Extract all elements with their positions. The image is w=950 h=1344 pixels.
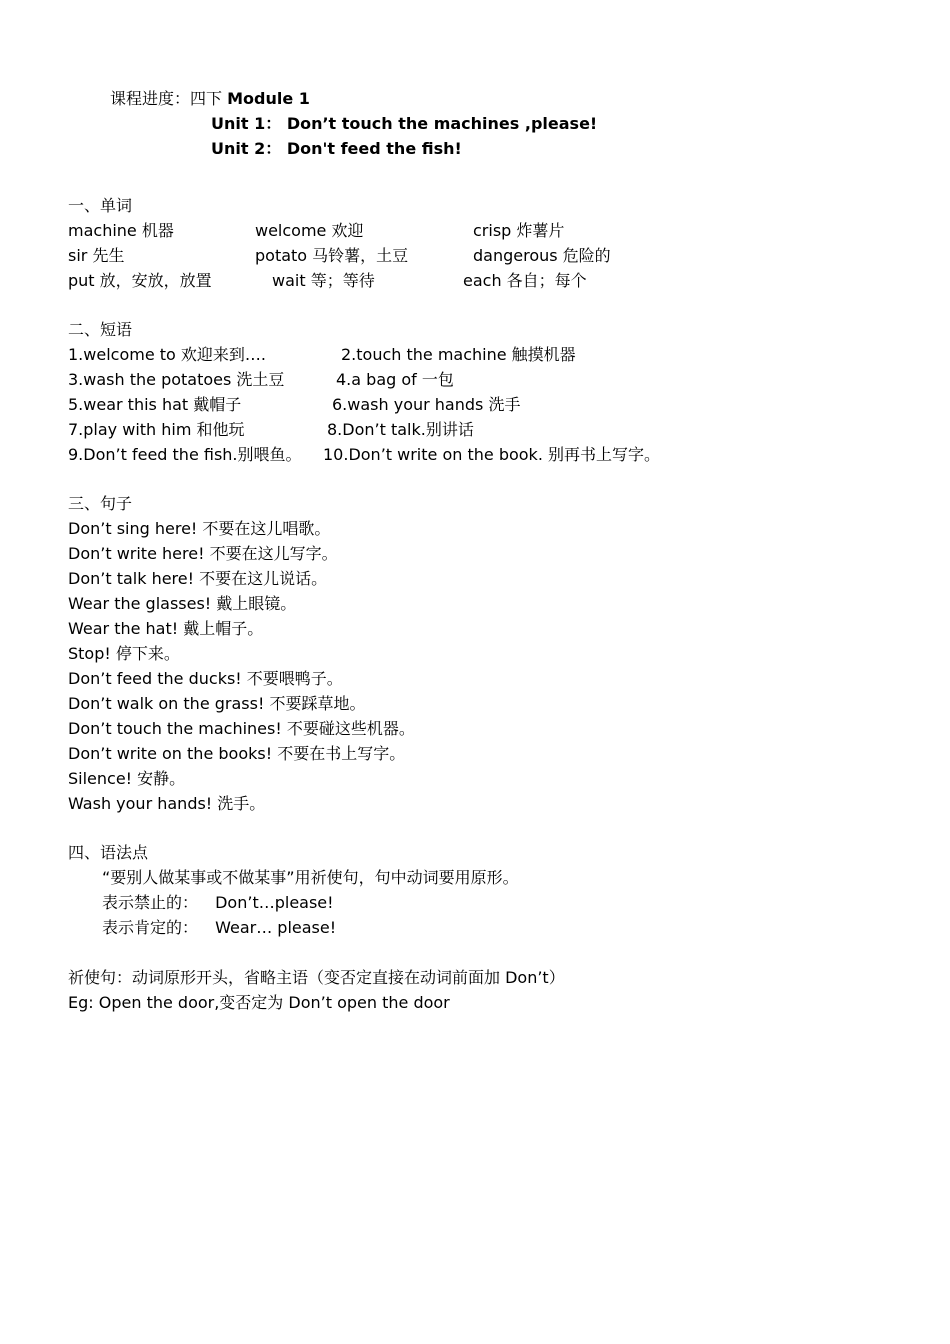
sentence-item: Wash your hands! 洗手。 bbox=[68, 794, 266, 813]
sentences-heading: 三、句子 bbox=[68, 494, 133, 513]
phrase-item: 10.Don’t write on the book. 别再书上写字。 bbox=[323, 445, 660, 464]
module-title: Module 1 bbox=[227, 89, 310, 108]
vocab-word: crisp 炸薯片 bbox=[473, 221, 565, 240]
course-progress-line bbox=[110, 86, 310, 111]
phrase-item: 3.wash the potatoes 洗土豆 bbox=[68, 370, 285, 389]
vocab-word: dangerous 危险的 bbox=[473, 246, 611, 265]
sentence-item: Don’t talk here! 不要在这儿说话。 bbox=[68, 569, 328, 588]
sentence-item: Don’t walk on the grass! 不要踩草地。 bbox=[68, 694, 366, 713]
phrase-item: 2.touch the machine 触摸机器 bbox=[341, 345, 576, 364]
unit2-title: Don't feed the fish! bbox=[286, 139, 462, 158]
phrase-item: 6.wash your hands 洗手 bbox=[332, 395, 521, 414]
vocab-word: wait 等；等待 bbox=[272, 271, 375, 290]
grammar-affirm-line bbox=[102, 915, 336, 940]
sentence-item: Wear the hat! 戴上帽子。 bbox=[68, 619, 264, 638]
sentence-item: Wear the glasses! 戴上眼镜。 bbox=[68, 594, 297, 613]
unit1-line bbox=[211, 111, 597, 136]
vocab-word: put 放，安放，放置 bbox=[68, 271, 212, 290]
affirm-example: Wear… please! bbox=[215, 918, 337, 937]
vocab-word: machine 机器 bbox=[68, 221, 174, 240]
grammar-prohibit-line bbox=[102, 890, 334, 915]
sentence-item: Don’t write here! 不要在这儿写字。 bbox=[68, 544, 338, 563]
vocab-word: welcome 欢迎 bbox=[255, 221, 364, 240]
grammar-heading: 四、语法点 bbox=[68, 843, 149, 862]
affirm-label: 表示肯定的： bbox=[102, 918, 199, 937]
phrase-item: 5.wear this hat 戴帽子 bbox=[68, 395, 242, 414]
sentence-item: Stop! 停下来。 bbox=[68, 644, 180, 663]
unit2-line bbox=[211, 136, 462, 161]
grammar-rule: “要别人做某事或不做某事”用祈使句，句中动词要用原形。 bbox=[102, 868, 519, 887]
phrase-item: 8.Don’t talk.别讲话 bbox=[327, 420, 474, 439]
vocab-heading: 一、单词 bbox=[68, 196, 133, 215]
prohibit-label: 表示禁止的： bbox=[102, 893, 199, 912]
sentence-item: Don’t feed the ducks! 不要喂鸭子。 bbox=[68, 669, 343, 688]
phrase-item: 1.welcome to 欢迎来到…. bbox=[68, 345, 266, 364]
vocab-word: potato 马铃薯，土豆 bbox=[255, 246, 409, 265]
unit1-title: Don’t touch the machines ,please! bbox=[286, 114, 598, 133]
phrase-item: 4.a bag of 一包 bbox=[336, 370, 454, 389]
vocab-word: each 各自；每个 bbox=[463, 271, 587, 290]
imperative-example: Eg: Open the door,变否定为 Don’t open the door bbox=[68, 993, 450, 1012]
sentence-item: Silence! 安静。 bbox=[68, 769, 186, 788]
sentence-item: Don’t write on the books! 不要在书上写字。 bbox=[68, 744, 406, 763]
unit2-label: Unit 2： bbox=[211, 139, 282, 158]
prohibit-example: Don’t…please! bbox=[215, 893, 334, 912]
imperative-note: 祈使句：动词原形开头，省略主语（变否定直接在动词前面加 Don’t） bbox=[68, 968, 565, 987]
vocab-word: sir 先生 bbox=[68, 246, 125, 265]
phrase-item: 9.Don’t feed the fish.别喂鱼。 bbox=[68, 445, 302, 464]
progress-label: 课程进度：四下 bbox=[110, 89, 223, 108]
sentence-item: Don’t sing here! 不要在这儿唱歌。 bbox=[68, 519, 331, 538]
unit1-label: Unit 1： bbox=[211, 114, 282, 133]
sentence-item: Don’t touch the machines! 不要碰这些机器。 bbox=[68, 719, 415, 738]
phrases-heading: 二、短语 bbox=[68, 320, 133, 339]
phrase-item: 7.play with him 和他玩 bbox=[68, 420, 245, 439]
